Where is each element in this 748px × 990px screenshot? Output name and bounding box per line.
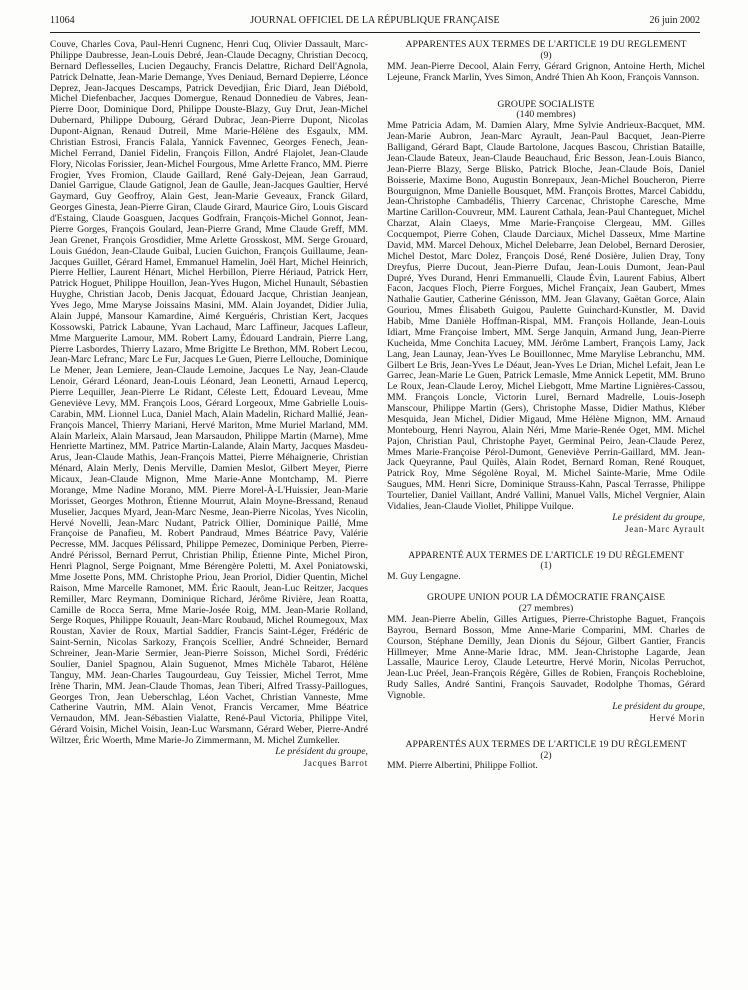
header-rule — [50, 32, 700, 33]
socialiste-signature-role: Le président du groupe, — [612, 511, 705, 523]
udf-heading: GROUPE UNION POUR LA DÉMOCRATIE FRANÇAISE — [426, 592, 666, 604]
left-column — [50, 40, 368, 985]
udf-signature-role: Le président du groupe, — [612, 700, 705, 712]
ump-signature-name: Jacques Barrot — [303, 757, 368, 768]
socialiste-heading: GROUPE SOCIALISTE — [497, 98, 595, 110]
ump-signature-role: Le président du groupe, — [275, 745, 368, 757]
udf-members-list: MM. Jean-Pierre Abelin, Gilles Artigues, Pierre-Christophe Baguet, François Bayrou, Bernard Bosson, Mme Anne-Marie Comparini, MM. Charles de Courson, Stéphane Demilly, Jean Dionis du Séjour, Gilbert Gantier, Francis Hillmeyer, Mme Anne-Marie Idrac, MM. Jean-Christophe Lagarde, Jean Lassalle, Maurice Leroy, Claude Leteurtre, Hervé Morin, Nicolas Perruchot, Jean-Luc Préel, Jean-François Régère, Gilles de Robien, François Rochebloine, Rudy Salles, André Santini, François Sauvadet, Rodolphe Thomas, Gérard Vignoble. — [387, 613, 705, 701]
apparentes-udf-heading: APPARENTÉS AUX TERMES DE L'ARTICLE 19 DU RÈGLEMENT — [405, 738, 687, 750]
apparentes-count: (9) — [540, 49, 552, 61]
page-number: 11064 — [50, 15, 75, 26]
right-column — [387, 40, 705, 985]
page-header — [50, 15, 700, 29]
socialiste-count: (140 membres) — [516, 109, 576, 121]
apparentes-members-list: MM. Jean-Pierre Decool, Alain Ferry, Gérard Grignon, Antoine Herth, Michel Lejeune, Franck Marlin, Yves Simon, André Thien Ah Koon, François Vannson. — [387, 60, 705, 83]
issue-date: 26 juin 2002 — [649, 15, 700, 26]
udf-signature-name: Hervé Morin — [649, 712, 705, 723]
apparente-count: (1) — [540, 560, 552, 572]
udf-count: (27 membres) — [518, 603, 574, 614]
apparente-heading: APPARENTÉ AUX TERMES DE L'ARTICLE 19 DU RÈGLEMENT — [408, 549, 684, 561]
ump-members-list: Couve, Charles Cova, Paul-Henri Cugnenc, Henri Cuq, Olivier Dassault, Marc-Philippe Daubresse, Jean-Louis Debré, Jean-Claude Decagny, Christian Decocq, Bernard Deflesselles, Lucien Degauchy, Francis Delattre, Richard Dell'Agnola, Patrick Delnatte, Jean-Marie Demange, Yves Deniaud, Bernard Depierre, Léonce Deprez, Jean-Jacques Descamps, Patrick Devedjian, Éric Diard, Jean Diébold, Michel Diefenbacher, Jacques Domergue, Renaud Donnedieu de Vabres, Jean-Pierre Door, Dominique Dord, Philippe Douste-Blazy, Guy Drut, Jean-Michel Dubernard, Philippe Dubourg, Gérard Dubrac, Jean-Pierre Dupont, Nicolas Dupont-Aignan, Renaud Dutreil, Mme Marie-Hélène des Esgaulx, MM. Christian Estrosi, Francis Falala, Yannick Favennec, Georges Fenech, Jean-Michel Ferrand, Daniel Fidelin, François Fillon, André Flajolet, Jean-Claude Flory, Nicolas Forissier, Jean-Michel Fourgous, Mme Arlette Franco, MM. Pierre Frogier, Yves Fromion, Claude Gaillard, René Galy-Dejean, Jean Garraud, Daniel Garrigue, Claude Gatignol, Jean de Gaulle, Jean-Jacques Gaultier, Hervé Gaymard, Guy Geoffroy, Alain Gest, Jean-Marie Geveaux, Franck Gilard, Georges Ginesta, Jean-Pierre Giran, Claude Girard, Maurice Giro, Louis Giscard d'Estaing, Claude Goasguen, Jacques Godfrain, François-Michel Gonnot, Jean-Pierre Gorges, François Goulard, Jean-Pierre Grand, Mme Claude Greff, MM. Jean Grenet, François Grosdidier, Mme Arlette Grosskost, MM. Serge Grouard, Louis Guédon, Jean-Claude Guibal, Lucien Guichon, François Guillaume, Jean-Jacques Guillet, Gérard Hamel, Emmanuel Hamelin, Joël Hart, Michel Heinrich, Pierre Hellier, Laurent Hénart, Michel Herbillon, Pierre Hériaud, Patrick Herr, Patrick Hoguet, Philippe Houillon, Jean-Yves Hugon, Michel Hunault, Sébastien Huyghe, Christian Jacob, Denis Jacquat, Édouard Jacque, Christian Jeanjean, Yves Jego, Mme Maryse Joissains Masini, MM. Alain Joyandet, Didier Julia, Alain Juppé, Mansour Kamardine, Aimé Kerguéris, Christian Kert, Jacques Kossowski, Patrick Labaune, Yvan Lachaud, Marc Laffineur, Jacques Lafleur, Mme Marguerite Lamour, MM. Robert Lamy, Édouard Landrain, Pierre Lang, Pierre Lasbordes, Thierry Lazaro, Mme Brigitte Le Brethon, MM. Robert Lecou, Jean-Marc Lefranc, Marc Le Fur, Jacques Le Guen, Pierre Lellouche, Dominique Le Mener, Jean Lemiere, Jean-Claude Lemoine, Jacques Le Nay, Jean-Claude Lenoir, Gérard Léonard, Jean-Louis Léonard, Jean Leonetti, Arnaud Lepercq, Pierre Lequiller, Jean-Pierre Le Ridant, Céleste Lett, Édouard Leveau, Mme Geneviève Levy, MM. François Loos, Gérard Lorgeoux, Mme Gabrielle Louis-Carabin, MM. Lionnel Luca, Daniel Mach, Alain Madelin, Richard Mallié, Jean-François Mancel, Thierry Mariani, Hervé Mariton, Mme Muriel Marland, MM. Alain Marleix, Alain Marsaud, Jean Marsaudon, Philippe Martin (Marne), Mme Henriette Martinez, MM. Patrice Martin-Lalande, Alain Marty, Jacques Masdeu-Arus, Jean-Claude Mathis, Jean-François Mattei, Pierre Méhaignerie, Christian Ménard, Alain Merly, Denis Merville, Damien Meslot, Gilbert Meyer, Pierre Micaux, Jean-Claude Mignon, Mme Marie-Anne Montchamp, M. Pierre Morange, Mme Nadine Morano, MM. Pierre Morel-À-L'Huissier, Jean-Marie Morisset, Georges Mothron, Étienne Mourrut, Alain Moyne-Bressand, Renaud Muselier, Jacques Myard, Jean-Marc Nesme, Jean-Pierre Nicolas, Yves Nicolin, Hervé Novelli, Jean-Marc Nudant, Patrick Ollier, Dominique Paillé, Mme Françoise de Panafieu, M. Robert Pandraud, Mmes Béatrice Pavy, Valérie Pecresse, MM. Jacques Pélissard, Philippe Pemezec, Dominique Perben, Pierre-André Périssol, Bernard Perrut, Christian Philip, Étienne Pinte, Michel Piron, Henri Plagnol, Serge Poignant, Mme Bérengère Poletti, M. Axel Poniatowski, Mme Josette Pons, MM. Christophe Priou, Jean Proriol, Didier Quentin, Michel Raison, Mme Marcelle Ramonet, MM. Éric Raoult, Jean-Luc Reitzer, Jacques Remiller, Marc Reymann, Dominique Richard, Jérôme Rivière, Jean Roatta, Camille de Rocca Serra, Mme Marie-Josée Roig, MM. Jean-Marie Rolland, Serge Roques, Philippe Rouault, Jean-Marc Roubaud, Michel Roumegoux, Max Roustan, Xavier de Roux, Martial Saddier, Francis Saint-Léger, Frédéric de Saint-Sernin, Nicolas Sarkozy, François Scellier, André Schneider, Bernard Schreiner, Jean-Marie Sermier, Jean-Pierre Soisson, Michel Sordi, Frédéric Soulier, Daniel Spagnou, Alain Suguenot, Mmes Michèle Tabarot, Hélène Tanguy, MM. Jean-Charles Taugourdeau, Guy Teissier, Michel Terrot, Mme Irène Tharin, MM. Jean-Claude Thomas, Jean Tiberi, Alfred Trassy-Paillogues, Georges Tron, Jean Ueberschlag, Léon Vachet, Christian Vanneste, Mme Catherine Vautrin, MM. Alain Venot, Francis Vercamer, Mme Béatrice Vernaudon, MM. Jean-Sébastien Vialatte, René-Paul Victoria, Philippe Vitel, Gérard Voisin, Michel Voisin, Jean-Luc Warsmann, Gérard Weber, Pierre-André Wiltzer, Éric Woerth, Mme Marie-Jo Zimmermann, M. Michel Zumkeller. — [50, 40, 368, 746]
apparente-members-list: M. Guy Lengagne. — [387, 571, 461, 583]
socialiste-members-list: Mme Patricia Adam, M. Damien Alary, Mme Sylvie Andrieux-Bacquet, MM. Jean-Marie Aubron, Jean-Marc Ayrault, Jean-Paul Bacquet, Jean-Pierre Balligand, Gérard Bapt, Claude Bartolone, Jacques Bascou, Christian Bataille, Jean-Claude Bateux, Jean-Claude Beauchaud, Éric Besson, Jean-Louis Bianco, Jean-Pierre Blazy, Serge Blisko, Patrick Bloche, Jean-Claude Bois, Daniel Boisserie, Maxime Bono, Augustin Bonrepaux, Jean-Michel Boucheron, Pierre Bourguignon, Mme Danielle Bousquet, MM. François Brottes, Marcel Cabiddu, Jean-Christophe Cambadélis, Thierry Carcenac, Christophe Caresche, Mme Martine Carillon-Couvreur, MM. Laurent Cathala, Jean-Paul Chanteguet, Michel Charzat, Alain Claeys, Mme Marie-Françoise Clergeau, MM. Gilles Cocquempot, Pierre Cohen, Claude Darciaux, Michel Dasseux, Mme Martine David, MM. Marcel Dehoux, Michel Delebarre, Jean Delobel, Bernard Derosier, Michel Destot, Marc Dolez, François Dosé, René Dosière, Julien Dray, Tony Dreyfus, Pierre Ducout, Jean-Pierre Dufau, Jean-Louis Dumont, Jean-Paul Dupré, Yves Durand, Henri Emmanuelli, Claude Évin, Laurent Fabius, Albert Facon, Jacques Floch, Pierre Forgues, Michel Françaix, Jean Gaubert, Mmes Nathalie Gautier, Catherine Génisson, MM. Jean Glavany, Gaëtan Gorce, Alain Gouriou, Mmes Élisabeth Guigou, Paulette Guinchard-Kunstler, M. David Habib, Mme Danièle Hoffman-Rispal, MM. François Hollande, Jean-Louis Idiart, Mme Françoise Imbert, MM. Serge Janquin, Armand Jung, Jean-Pierre Kucheida, Mme Conchita Lacuey, MM. Jérôme Lambert, François Lamy, Jack Lang, Jean Launay, Jean-Yves Le Bouillonnec, Mme Marylise Lebranchu, MM. Gilbert Le Bris, Jean-Yves Le Déaut, Jean-Yves Le Drian, Michel Lefait, Jean Le Garrec, Jean-Marie Le Guen, Patrick Lemasle, Mme Annick Lepetit, MM. Bruno Le Roux, Jean-Claude Leroy, Michel Liebgott, Mme Martine Lignières-Cassou, MM. François Loncle, Victorin Lurel, Bernard Madrelle, Louis-Joseph Manscour, Philippe Martin (Gers), Christophe Masse, Didier Mathus, Kléber Mesquida, Jean Michel, Didier Migaud, Mme Hélène Mignon, MM. Arnaud Montebourg, Henri Nayrou, Alain Néri, Mme Marie-Renée Oget, MM. Michel Pajon, Christian Paul, Christophe Payet, Germinal Peiro, Jean-Claude Perez, Mmes Marie-Françoise Pérol-Dumont, Geneviève Perrin-Gaillard, MM. Jean-Jack Queyranne, Paul Quilès, Alain Rodet, Bernard Roman, René Rouquet, Patrick Roy, Mme Ségolène Royal, M. Michel Sainte-Marie, Mme Odile Saugues, MM. Henri Sicre, Dominique Strauss-Kahn, Pascal Terrasse, Philippe Tourtelier, Daniel Vaillant, André Vallini, Manuel Valls, Michel Vergnier, Alain Vidalies, Jean-Claude Viollet, Philippe Vuilque. — [387, 120, 705, 512]
journal-title: JOURNAL OFFICIEL DE LA RÉPUBLIQUE FRANÇAISE — [250, 15, 500, 26]
apparentes-heading: APPARENTÉS AUX TERMES DE L'ARTICLE 19 DU RÈGLEMENT — [405, 40, 687, 50]
apparentes-udf-count: (2) — [540, 749, 552, 761]
apparentes-udf-members-list: MM. Pierre Albertini, Philippe Folliot. — [387, 760, 538, 772]
socialiste-signature-name: Jean-Marc Ayrault — [625, 523, 705, 534]
